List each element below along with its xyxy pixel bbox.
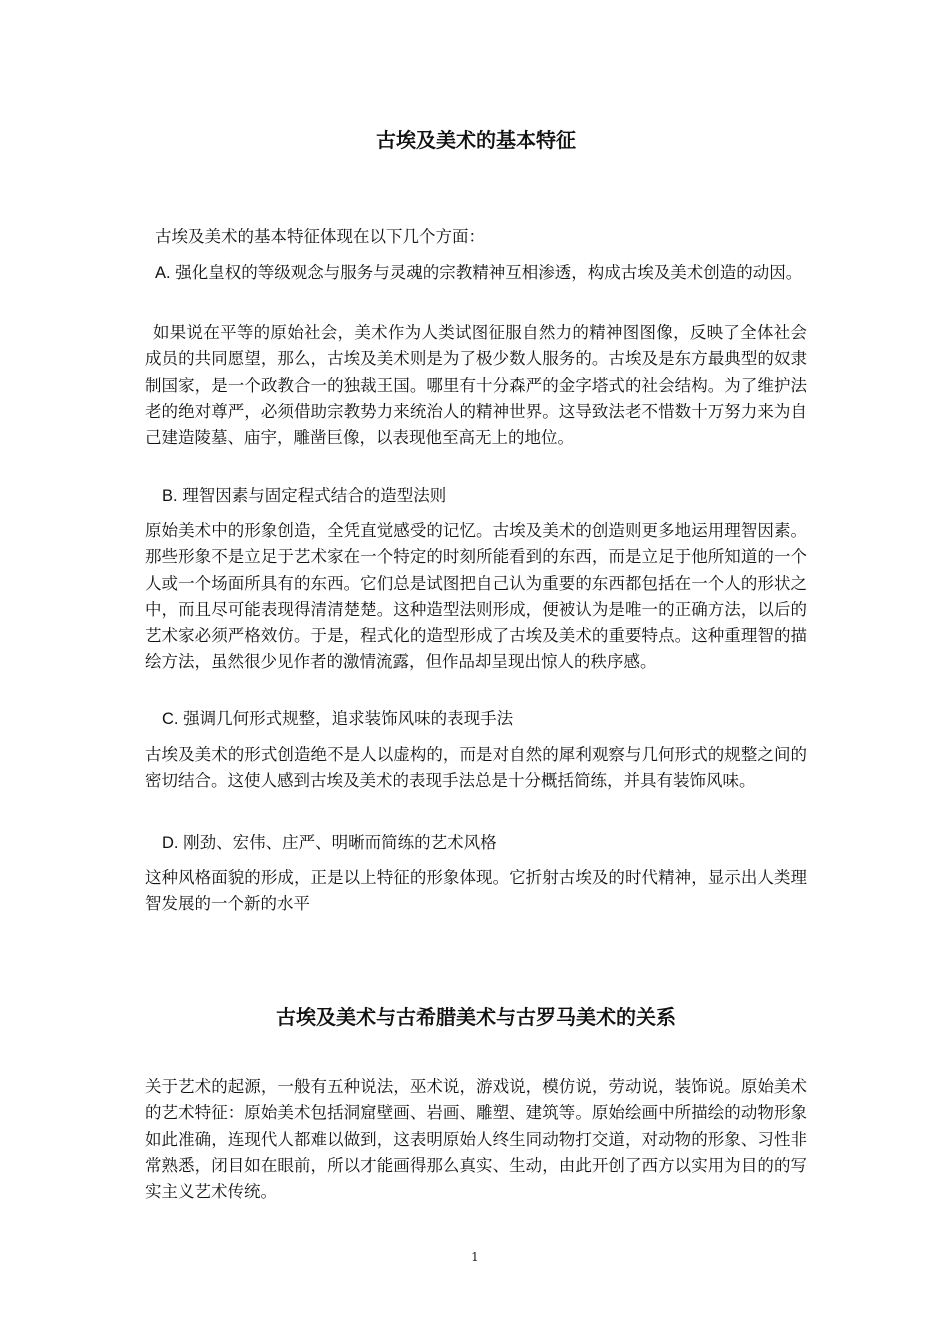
point-c-heading — [145, 706, 807, 732]
point-c-heading-text: 强调几何形式规整，追求装饰风味的表现手法 — [183, 709, 514, 728]
point-b-heading-text: 理智因素与固定程式结合的造型法则 — [182, 486, 447, 505]
intro-paragraph: 古埃及美术的基本特征体现在以下几个方面： — [155, 227, 485, 246]
point-b-heading — [145, 483, 807, 509]
point-b-body: 原始美术中的形象创造，全凭直觉感受的记忆。古埃及美术的创造则更多地运用理智因素。那些形象不是立足于艺术家在一个特定的时刻所能看到的东西，而是立足于他所知道的一个人或一个场面所具有的东西。它们总是试图把自己认为重要的东西都包括在一个人的形状之中，而且尽可能表现得清清楚楚。这种造型法则形成，便被认为是唯一的正确方法，以后的艺术家必须严格效仿。于是，程式化的造型形成了古埃及美术的重要特点。这种重理智的描绘方法，虽然很少见作者的激情流露，但作品却呈现出惊人的秩序感。 — [145, 521, 807, 672]
point-b-label: B. — [162, 487, 183, 505]
point-a-label: A. — [155, 264, 176, 282]
point-a-body: 如果说在平等的原始社会，美术作为人类试图征服自然力的精神图图像，反映了全体社会成员的共同愿望，那么，古埃及美术则是为了极少数人服务的。古埃及是东方最典型的奴隶制国家，是一个政教合一的独裁王国。哪里有十分森严的金字塔式的社会结构。为了维护法老的绝对尊严，必须借助宗教势力来统治人的精神世界。这导致法老不惜数十万努力来为自己建造陵墓、庙宇，雕凿巨像，以表现他至高无上的地位。 — [145, 323, 807, 448]
page-number: 1 — [471, 1250, 479, 1264]
point-d-heading — [145, 830, 807, 856]
point-a-heading-text: 强化皇权的等级观念与服务与灵魂的宗教精神互相渗透，构成古埃及美术创造的动因。 — [175, 263, 803, 282]
section-title-relations: 古埃及美术与古希腊美术与古罗马美术的关系 — [276, 1005, 676, 1029]
section2-body: 关于艺术的起源，一般有五种说法，巫术说，游戏说，模仿说，劳动说，装饰说。原始美术的艺术特征：原始美术包括洞窟壁画、岩画、雕塑、建筑等。原始绘画中所描绘的动物形象如此准确，连现代人都难以做到，这表明原始人终生同动物打交道，对动物的形象、习性非常熟悉，闭目如在眼前，所以才能画得那么真实、生动，由此开创了西方以实用为目的的写实主义艺术传统。 — [145, 1077, 807, 1202]
point-d-label: D. — [162, 834, 184, 852]
point-c-label: C. — [162, 710, 184, 728]
point-d-heading-text: 刚劲、宏伟、庄严、明晰而简练的艺术风格 — [183, 833, 497, 852]
section-title-egyptian-art-features: 古埃及美术的基本特征 — [376, 128, 576, 152]
point-a-heading — [145, 260, 807, 286]
point-d-body: 这种风格面貌的形成，正是以上特征的形象体现。它折射古埃及的时代精神，显示出人类理智发展的一个新的水平 — [145, 868, 807, 914]
point-c-body: 古埃及美术的形式创造绝不是人以虚构的，而是对自然的犀利观察与几何形式的规整之间的密切结合。这使人感到古埃及美术的表现手法总是十分概括简练，并具有装饰风味。 — [145, 745, 807, 791]
